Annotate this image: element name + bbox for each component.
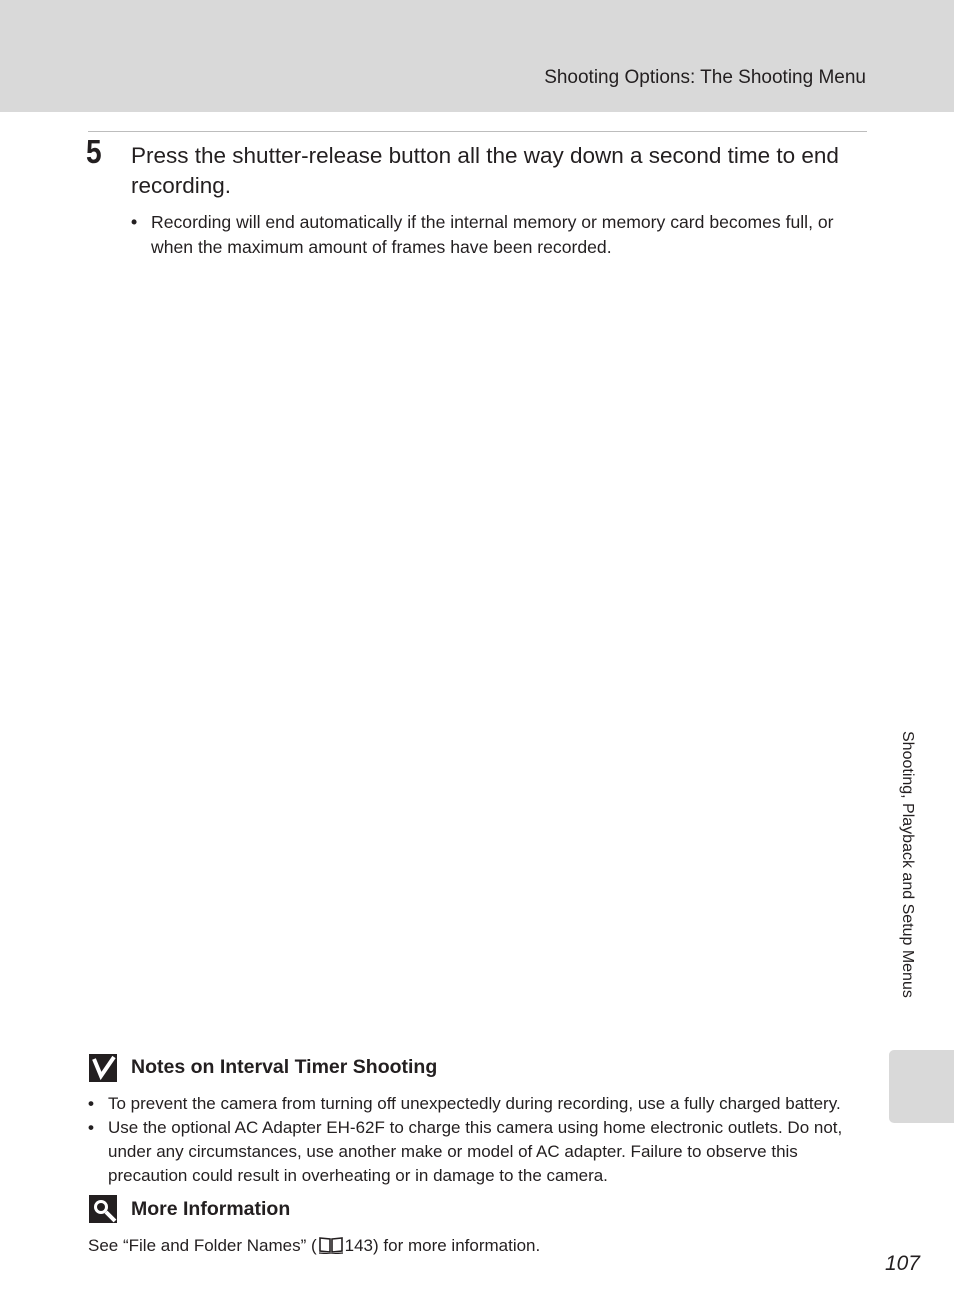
bullet-icon: •	[88, 1094, 94, 1113]
side-tab-marker	[889, 1050, 954, 1123]
step-number: 5	[86, 133, 102, 170]
bullet-text: To prevent the camera from turning off unexpectedly during recording, use a fully charged battery.	[108, 1094, 841, 1113]
step-divider	[88, 131, 867, 132]
more-info-title: More Information	[131, 1198, 291, 1220]
notes-list	[88, 1092, 873, 1188]
section-title: Shooting Options: The Shooting Menu	[544, 67, 866, 88]
step-instruction: Press the shutter-release button all the way down a second time to end recording.	[131, 143, 839, 198]
book-reference-icon	[318, 1236, 344, 1254]
bullet-text: Use the optional AC Adapter EH-62F to charge this camera using home electronic outlets. Do not, under any circumstances, use another make or model of AC adapter. Failure to observe this precaution could result in overheating or in damage to the camera.	[108, 1118, 843, 1185]
more-info-text-before: See “File and Folder Names” (	[88, 1236, 317, 1255]
more-info-text	[88, 1234, 540, 1258]
page-number: 107	[884, 1252, 920, 1275]
notes-title: Notes on Interval Timer Shooting	[131, 1056, 438, 1078]
bullet-text: Recording will end automatically if the internal memory or memory card becomes full, or when the maximum amount of frames have been recorded.	[151, 212, 834, 257]
list-item	[88, 1116, 873, 1188]
side-tab-label: Shooting, Playback and Setup Menus	[899, 731, 916, 998]
list-item	[131, 210, 871, 260]
more-info-text-after: ) for more information.	[373, 1236, 541, 1255]
bullet-icon: •	[131, 212, 138, 232]
list-item	[88, 1092, 873, 1116]
notes-heading	[88, 1052, 438, 1084]
check-caution-icon	[88, 1053, 118, 1083]
bullet-icon: •	[88, 1118, 94, 1137]
step-bullet-list	[131, 210, 871, 260]
magnifier-info-icon	[88, 1194, 118, 1224]
page-reference-link[interactable]: 143	[344, 1236, 374, 1255]
more-info-heading	[88, 1194, 291, 1226]
header-band	[0, 0, 954, 112]
